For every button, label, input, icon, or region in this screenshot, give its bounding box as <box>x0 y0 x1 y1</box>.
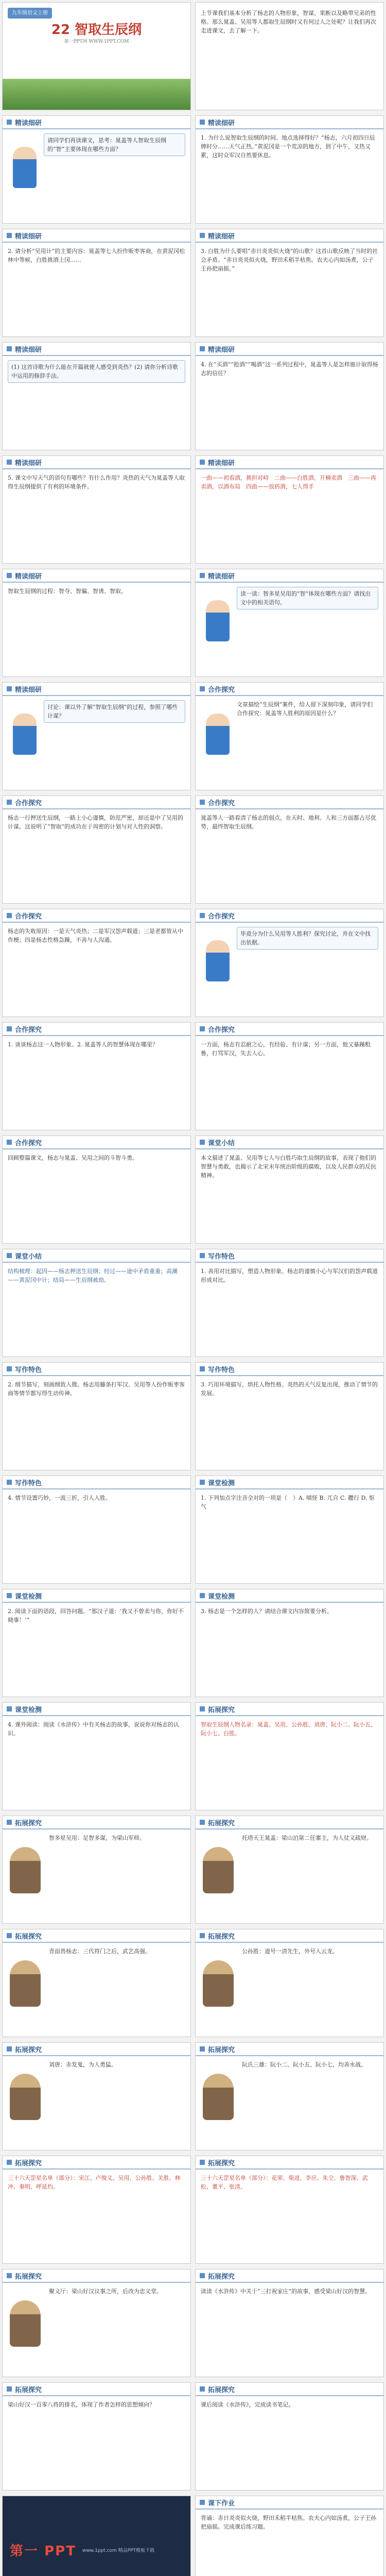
slide-body <box>8 1154 185 1239</box>
slide-header <box>3 1476 190 1489</box>
slide-header <box>196 2383 383 2396</box>
square-icon <box>200 1026 205 1031</box>
slide-title: 精读细研 <box>15 459 42 467</box>
square-icon <box>200 1706 205 1711</box>
slide-text: 三十六天罡星名单（部分）：花荣、柴进、李应、朱仝、鲁智深、武松、董平、张清。 <box>201 2175 368 2190</box>
slide-title: 精读细研 <box>15 119 42 127</box>
square-icon <box>7 1480 12 1485</box>
character-portrait <box>203 2074 234 2120</box>
slide-header <box>3 456 190 469</box>
slide-header <box>3 683 190 696</box>
slide-body <box>201 2287 378 2372</box>
slide-text: 毕竟分为什么吴用等人胜利？探究讨论，并在文中找出依据。 <box>237 927 378 950</box>
slide-header <box>3 1816 190 1829</box>
slide-header <box>3 569 190 583</box>
character-portrait <box>10 1960 41 2007</box>
slide-header <box>196 796 383 809</box>
slide-body <box>49 2060 185 2146</box>
teacher-figure <box>13 147 37 188</box>
slide-header <box>3 1589 190 1603</box>
slide-title: 精读细研 <box>208 346 235 354</box>
slide-body <box>201 2514 378 2576</box>
slide[interactable] <box>195 455 384 564</box>
slide[interactable] <box>2 1929 191 2037</box>
slide[interactable] <box>2 342 191 450</box>
slide-title: 写作特色 <box>208 1366 235 1374</box>
slide-title: 合作探究 <box>15 799 42 807</box>
slide-title: 拓展探究 <box>208 2386 235 2394</box>
slide-body <box>237 927 378 1012</box>
slide-text: 智取生辰纲的过程：智夺、智骗、智诱、智取。 <box>8 588 127 595</box>
slide-body <box>44 133 185 219</box>
slide-header <box>3 1136 190 1149</box>
slide-title: 拓展探究 <box>15 2046 42 2054</box>
slide-body <box>242 2060 378 2146</box>
slide[interactable] <box>195 1136 384 1244</box>
slide-text: 晁盖等人一路看清了杨志的弱点，在天时、地利、人和三方面都占尽优势，最终智取生辰纲。 <box>201 815 376 830</box>
square-icon <box>200 2386 205 2392</box>
slide[interactable] <box>2 115 191 224</box>
slide-title: 拓展探究 <box>208 2046 235 2054</box>
slide-text: 1. 下列加点字注音全对的一项是（ ）A. 嗔怪 B. 兀自 C. 趱行 D. 怄气 <box>201 1495 375 1510</box>
square-icon <box>7 686 12 691</box>
brand-tagline: www.1ppt.com 精品PPT模板下载 <box>82 2548 155 2553</box>
slide-title: 合作探究 <box>208 686 235 694</box>
slide-body <box>8 814 185 899</box>
slide-text: 智多星吴用：足智多谋，为梁山军师。 <box>49 1835 145 1841</box>
slide[interactable] <box>195 229 384 337</box>
slide-text: 结构梳理：起因——杨志押送生辰纲；经过——途中矛盾重重；高潮——黄泥冈中计；结局——生辰纲被劫。 <box>8 1268 178 1283</box>
slide-header <box>196 1929 383 1943</box>
square-icon <box>200 346 205 351</box>
square-icon <box>7 460 12 465</box>
square-icon <box>200 800 205 805</box>
square-icon <box>7 1026 12 1031</box>
slide-body <box>8 927 185 1012</box>
slide-title: 合作探究 <box>15 912 42 921</box>
slide[interactable] <box>195 2269 384 2377</box>
slide-body <box>242 1834 378 1919</box>
slide-title: 写作特色 <box>15 1479 42 1487</box>
slide-text: 一曲——初看酒，挑担对峙 二曲——白胜酒，开桶卖酒 三曲——再卖酒，以酒布局 四曲——放药酒，七人得手 <box>201 474 376 490</box>
slide-text: 1. 为什么说智取生辰纲的时间、地点选择得好？“杨志，六月初四日辰牌时分……天气正热。”黄泥冈是一个荒凉的地方，到了中午，又热又累，这时众军汉自然要休息。 <box>201 134 375 159</box>
slide-title: 拓展探究 <box>208 1706 235 1714</box>
slide-body <box>49 1947 185 2032</box>
slide-title: 合作探究 <box>15 1139 42 1147</box>
square-icon <box>7 2046 12 2052</box>
square-icon <box>200 2500 205 2505</box>
slide-body <box>201 360 378 446</box>
slide-header <box>3 1249 190 1263</box>
slide[interactable] <box>2 1136 191 1244</box>
slide-text: 回顾整篇课文，杨志与晁盖、吴用之间的斗智斗勇。 <box>8 1155 138 1161</box>
slide-body <box>201 1154 378 1239</box>
slide-title: 课堂检测 <box>15 1592 42 1601</box>
slide-body <box>201 814 378 899</box>
slide-header <box>3 796 190 809</box>
slide[interactable] <box>2 2156 191 2264</box>
slide-title: 拓展探究 <box>15 2273 42 2281</box>
square-icon <box>7 1706 12 1711</box>
slide-text: 5. 课文中写天气的语句有哪些？有什么作用？炎热的天气为晁盖等人取得生辰纲提供了有利的环境条件。 <box>8 474 185 490</box>
slide-title: 课堂小结 <box>208 1139 235 1147</box>
slide[interactable] <box>2 1702 191 1810</box>
slide-body <box>201 9 378 106</box>
character-portrait <box>10 2300 41 2347</box>
slide-header <box>196 1816 383 1829</box>
slide-body <box>8 360 185 446</box>
slide-header <box>196 909 383 923</box>
slide-text: 课后阅读《水浒传》，完成读书笔记。 <box>201 2401 294 2408</box>
square-icon <box>7 2273 12 2278</box>
slide-body <box>201 2400 378 2486</box>
slide-header <box>3 909 190 923</box>
slide-header <box>3 2383 190 2396</box>
slide[interactable] <box>2 909 191 1017</box>
slide-title: 合作探究 <box>208 1026 235 1034</box>
slide-text: 4. 课外阅读：阅读《水浒传》中有关杨志的故事，说说你对杨志的认识。 <box>8 1721 179 1737</box>
slide-header <box>3 1363 190 1376</box>
slide-text: 智取生辰纲人物名录：晁盖、吴用、公孙胜、刘唐、阮小二、阮小五、阮小七、白胜。 <box>201 1721 376 1737</box>
slide-text: 托塔天王晁盖：梁山泊第二任寨主，为人仗义疏财。 <box>242 1835 372 1841</box>
slide-text: 4. 情节设置巧妙，一波三折，引人入胜。 <box>8 1495 111 1501</box>
slide-title: 拓展探究 <box>208 1933 235 1941</box>
slide-text: 3. 白胜为什么要唱“赤日炎炎似火烧”的山歌？这首山歌反映了当时的社会矛盾。“赤日炎炎似火烧，野田禾稻半枯焦。农夫心内如汤煮，公子王孙把扇摇。” <box>201 248 378 272</box>
tree-illustration <box>3 79 190 110</box>
slide[interactable] <box>2 569 191 677</box>
slide-body <box>201 1040 378 1126</box>
slide-title: 拓展探究 <box>15 2386 42 2394</box>
slide-title: 精读细研 <box>208 232 235 241</box>
slide-header <box>196 1703 383 1716</box>
slide-body <box>201 1607 378 1692</box>
slide[interactable] <box>2 1589 191 1697</box>
slide-header <box>3 343 190 356</box>
slide-text: 1. 谈谈杨志这一人物形象。2. 晁盖等人的智慧体现在哪里？ <box>8 1041 158 1048</box>
slide-header <box>3 1929 190 1943</box>
slide[interactable] <box>195 2382 384 2490</box>
character-portrait <box>203 1847 234 1893</box>
slide[interactable] <box>195 909 384 1017</box>
slide-body <box>8 1267 185 1352</box>
square-icon <box>200 1480 205 1485</box>
slide-header <box>196 2043 383 2056</box>
square-icon <box>200 120 205 125</box>
square-icon <box>7 800 12 805</box>
slide[interactable] <box>195 1362 384 1470</box>
slide-body <box>201 473 378 559</box>
slide-title: 精读细研 <box>208 119 235 127</box>
slide-body <box>201 1267 378 1352</box>
brand-logo-char: 一 <box>24 2543 39 2559</box>
slide[interactable] <box>195 1476 384 1584</box>
slide-header <box>196 1476 383 1489</box>
square-icon <box>200 686 205 691</box>
square-icon <box>7 2386 12 2392</box>
slide-title: 精读细研 <box>15 346 42 354</box>
square-icon <box>7 233 12 238</box>
slide-body <box>201 2174 378 2259</box>
slide-header <box>196 1249 383 1263</box>
square-icon <box>200 1140 205 1145</box>
square-icon <box>200 1933 205 1938</box>
slide[interactable] <box>2 1816 191 1924</box>
slide[interactable] <box>2 1022 191 1130</box>
slide[interactable] <box>2 2269 191 2377</box>
slide-body <box>237 700 378 786</box>
slide-body <box>8 473 185 559</box>
slide-body <box>8 247 185 332</box>
slide-title: 课堂检测 <box>208 1592 235 1601</box>
slide-title: 拓展探究 <box>15 1819 42 1827</box>
slide-grid <box>2 2 384 2576</box>
slide-text: 杨志一行押送生辰纲，一路上小心谨慎，防范严密，却还是中了吴用的计谋。这说明了“智取”的成功在于周密的计划与对人性的洞察。 <box>8 815 183 830</box>
slide-title: 精读细研 <box>208 459 235 467</box>
slide[interactable] <box>2 795 191 904</box>
square-icon <box>200 1593 205 1598</box>
slide-title: 精读细研 <box>15 686 42 694</box>
slide-text: 上节课我们基本分析了杨志的人物形象，智谋、果断以及略带兄弟的性格。那么晁盖、吴用等人都取生辰纲时又有何过人之处呢？让我们再次走进课文，去了解一下。 <box>201 10 376 34</box>
slide-title: 合作探究 <box>208 799 235 807</box>
slide-text: 2. 细节描写，刻画细致入微。杨志用藤条打军汉、吴用等人扮作贩枣客商等情节都写得生动传神。 <box>8 1381 185 1397</box>
square-icon <box>7 120 12 125</box>
square-icon <box>7 1593 12 1598</box>
slide-text: 读一读：智多星吴用的“智”体现在哪些方面？请找出文中的相关语句。 <box>237 587 378 609</box>
slide[interactable] <box>195 1589 384 1697</box>
square-icon <box>200 1820 205 1825</box>
slide-text: 读读《水浒传》中关于“三打祝家庄”的故事，感受梁山好汉的智慧。 <box>201 2288 371 2295</box>
square-icon <box>200 2160 205 2165</box>
lesson-title: 22 智取生辰纲 <box>51 22 142 38</box>
slide-body <box>8 2174 185 2259</box>
slide[interactable] <box>195 682 384 790</box>
square-icon <box>200 1366 205 1371</box>
slide[interactable] <box>2 2382 191 2490</box>
slide[interactable] <box>195 342 384 450</box>
square-icon <box>7 2160 12 2165</box>
teacher-figure <box>206 600 230 641</box>
slide-text: 3. 杨志是一个怎样的人？请结合课文内容简要分析。 <box>201 1608 332 1615</box>
slide-body <box>201 247 378 332</box>
slide-title: 拓展探究 <box>208 2159 235 2167</box>
brand-banner <box>3 2496 190 2576</box>
slide[interactable] <box>195 2042 384 2150</box>
slide-text: 请同学们再读课文，思考：晁盖等人智取生辰纲的“智”主要体现在哪些方面？ <box>44 133 185 156</box>
slide-body <box>8 1494 185 1579</box>
slide[interactable] <box>195 1249 384 1357</box>
slide-header <box>196 1136 383 1149</box>
slide-body <box>49 1834 185 1919</box>
slide-text: 一方面，杨志有忍耐之心，有经验、有计谋；另一方面，他又暴躁粗鲁，打骂军汉，失去人心。 <box>201 1041 371 1057</box>
square-icon <box>200 913 205 918</box>
slide-title: 课下作业 <box>208 2499 235 2507</box>
teacher-figure <box>206 940 230 981</box>
character-portrait <box>10 2074 41 2120</box>
slide[interactable] <box>2 229 191 337</box>
slide-text: 3. 巧用环境描写，烘托人物性格。炎热的天气反复出现，推动了情节的发展。 <box>201 1381 378 1397</box>
slide-title: 拓展探究 <box>208 1819 235 1827</box>
slide-header <box>196 1589 383 1603</box>
slide-title: 课堂检测 <box>15 1706 42 1714</box>
slide-text: 三十六天罡星名单（部分）：宋江、卢俊义、吴用、公孙胜、关胜、林冲、秦明、呼延灼。 <box>8 2175 181 2190</box>
square-icon <box>200 2046 205 2052</box>
slide-header <box>3 116 190 129</box>
slide-text: 阮氏三雄：阮小二、阮小五、阮小七，均善水战。 <box>242 2061 366 2068</box>
slide-header <box>196 456 383 469</box>
square-icon <box>7 346 12 351</box>
slide-title: 拓展探究 <box>208 2273 235 2281</box>
slide-header <box>3 1703 190 1716</box>
slide-header <box>196 683 383 696</box>
square-icon <box>7 913 12 918</box>
slide-text: 梁山好汉一百零八将的排名，体现了作者怎样的思想倾向？ <box>8 2401 155 2408</box>
square-icon <box>7 573 12 578</box>
slide-body <box>8 587 185 672</box>
slide-header <box>3 1023 190 1036</box>
slide-body <box>237 587 378 672</box>
student-figure <box>13 714 37 755</box>
slide[interactable] <box>195 1702 384 1810</box>
slide[interactable] <box>2 2042 191 2150</box>
slide-text: 公孙胜：道号一清先生，外号入云龙。 <box>242 1948 338 1955</box>
square-icon <box>7 1140 12 1145</box>
slide-header <box>196 2496 383 2510</box>
slide[interactable] <box>195 569 384 677</box>
slide[interactable] <box>195 2156 384 2264</box>
slide-body <box>8 1607 185 1692</box>
slide-title: 精读细研 <box>15 232 42 241</box>
slide-title: 课堂检测 <box>208 1479 235 1487</box>
slide-header <box>3 2043 190 2056</box>
square-icon <box>7 1820 12 1825</box>
slide-header <box>3 229 190 243</box>
slide-text: 文章描绘“生辰纲”案件，给人留下深刻印象，请同学们合作探究：晁盖等人胜利的原因是什么？ <box>237 701 373 717</box>
slide-text: 2. 请分析“吴用计”的主要内容：晁盖等七人扮作贩枣客商，在黄泥冈松林中等候，白胜挑酒上冈…… <box>8 248 185 263</box>
slide-header <box>196 1363 383 1376</box>
slide-header <box>196 229 383 243</box>
slide-text: 刘唐：赤发鬼，为人勇猛。 <box>49 2061 117 2068</box>
grade-badge: 九年级语文上册 <box>8 8 52 19</box>
slide-title: 写作特色 <box>208 1252 235 1261</box>
slide-body <box>8 1720 185 1806</box>
square-icon <box>200 233 205 238</box>
square-icon <box>200 2273 205 2278</box>
slide-title: 精读细研 <box>15 572 42 581</box>
slide-text: 本文描述了晁盖、吴用等七人与白胜巧取生辰纲的故事，表现了他们的智慧与勇敢，也揭示了北宋末年统治阶级的腐败，以及人民群众的反抗精神。 <box>201 1155 376 1179</box>
square-icon <box>200 1253 205 1258</box>
slide-title: 合作探究 <box>15 1026 42 1034</box>
square-icon <box>200 573 205 578</box>
character-portrait <box>203 1960 234 2007</box>
slide-body <box>201 1380 378 1466</box>
slide-text: 2. 阅读下面的语段，回答问题。“那汉子道：‘我又不曾卖与你，你好不晓事！’” <box>8 1608 184 1623</box>
slide-title: 写作特色 <box>15 1366 42 1374</box>
slide-title: 合作探究 <box>208 912 235 921</box>
slide-body <box>44 700 185 786</box>
slide[interactable] <box>195 2496 384 2576</box>
slide-title: 课堂小结 <box>15 1252 42 1261</box>
site-label: 第一PPT网 WWW.1PPT.COM <box>64 39 129 44</box>
slide[interactable] <box>2 1476 191 1584</box>
slide-title: 精读细研 <box>208 572 235 581</box>
slide[interactable] <box>195 2 384 110</box>
brand-slide[interactable] <box>2 2496 191 2576</box>
slide-text: 讨论：课以外了解“智取生辰纲”的过程，参照了哪些计谋？ <box>44 700 185 723</box>
slide-text: 聚义厅：梁山好汉议事之所，后改为忠义堂。 <box>49 2288 162 2295</box>
slide[interactable] <box>2 1362 191 1470</box>
slide-title: 拓展探究 <box>15 2159 42 2167</box>
slide-body <box>49 2287 185 2372</box>
slide-body <box>201 133 378 219</box>
slide-body <box>201 1720 378 1806</box>
slide-header <box>3 2269 190 2283</box>
character-portrait <box>10 1847 41 1893</box>
slide[interactable] <box>195 115 384 224</box>
square-icon <box>7 1933 12 1938</box>
slide-header <box>196 343 383 356</box>
slide-text: 杨志的失败原因：一是天气炎热；二是军汉怨声载道；三是老都管从中作梗；四是杨志性格急躁，不善与人沟通。 <box>8 928 183 943</box>
brand-logo-text: PPT <box>44 2543 76 2559</box>
slide[interactable] <box>195 1022 384 1130</box>
slide-body <box>8 1380 185 1466</box>
slide[interactable] <box>195 1929 384 2037</box>
slide-header <box>196 116 383 129</box>
slide-header <box>196 2269 383 2283</box>
square-icon <box>7 1366 12 1371</box>
slide-header <box>196 1023 383 1036</box>
slide-text: 背诵：赤日炎炎似火烧，野田禾稻半枯焦。农夫心内如汤煮，公子王孙把扇摇。完成课后练习题。 <box>201 2515 376 2530</box>
slide-title: 拓展探究 <box>15 1933 42 1941</box>
slide-body <box>242 1947 378 2032</box>
slide[interactable] <box>195 795 384 904</box>
slide-header <box>196 569 383 583</box>
slide-body <box>8 1040 185 1126</box>
brand-logo-char: 第 <box>10 2543 25 2559</box>
slide[interactable] <box>2 455 191 564</box>
slide[interactable] <box>195 1816 384 1924</box>
slide-body <box>8 2400 185 2486</box>
slide-text: 1. 善用对比描写，塑造人物形象。杨志的谨慎小心与军汉们的怨声载道形成对比。 <box>201 1268 378 1283</box>
square-icon <box>7 1253 12 1258</box>
brand-logo <box>10 2540 76 2560</box>
teacher-figure <box>206 714 230 755</box>
slide-body <box>201 1494 378 1579</box>
slide[interactable] <box>2 682 191 790</box>
slide-header <box>196 2156 383 2170</box>
slide[interactable] <box>2 1249 191 1357</box>
slide-header <box>3 2156 190 2170</box>
square-icon <box>200 460 205 465</box>
cover-slide[interactable] <box>2 2 191 110</box>
slide-text: (1) 这首诗歌为什么能在开篇就使人感受到炎热？(2) 请你分析诗歌中运用的修辞手法。 <box>8 360 185 383</box>
slide-text: 4. 在“买酒”“抢酒”“喝酒”这一系列过程中，晁盖等人是怎样施计取得杨志的信任？ <box>201 361 378 377</box>
slide-text: 青面兽杨志：三代将门之后，武艺高强。 <box>49 1948 151 1955</box>
